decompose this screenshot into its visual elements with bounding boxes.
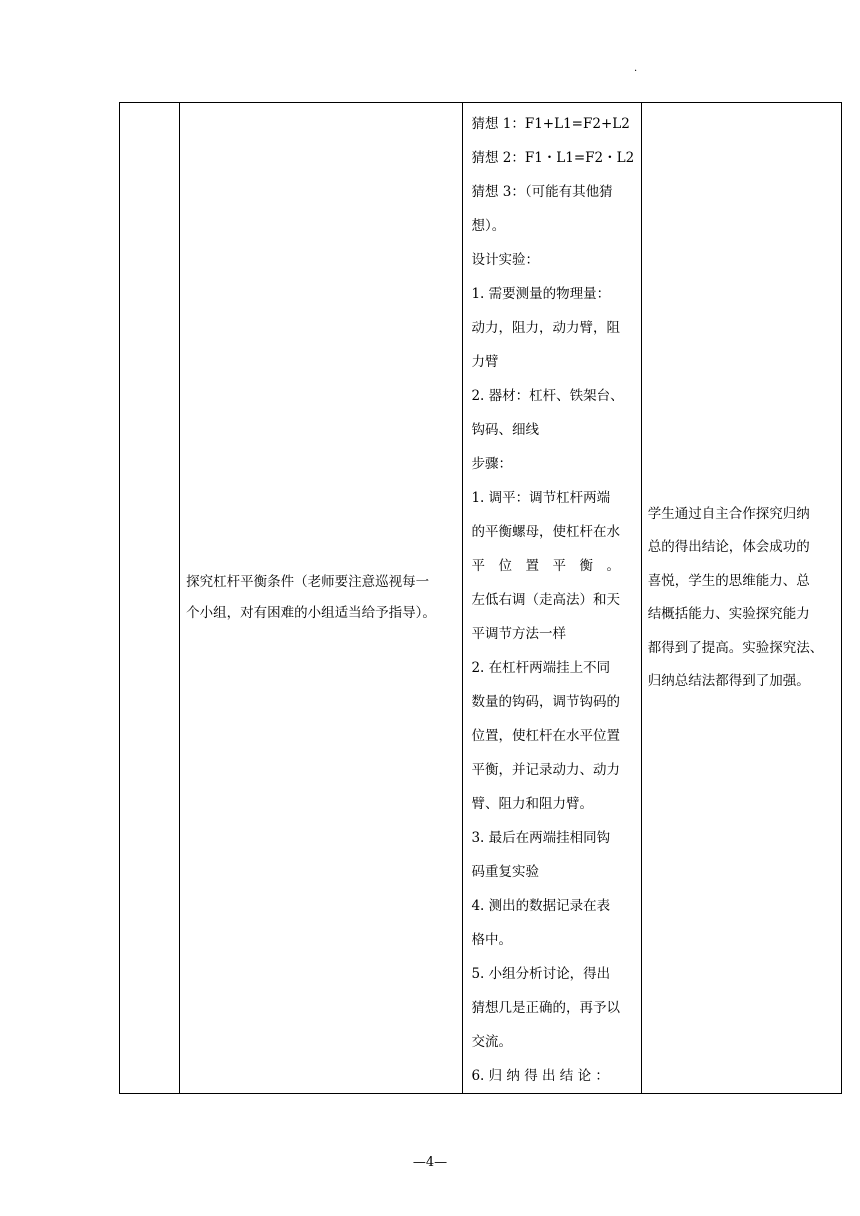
process-line: 臂、阻力和阻力臂。 — [471, 796, 593, 812]
intent-line: 结概括能力、实验探究能力 — [647, 606, 810, 622]
activity-line: 个小组，对有困难的小组适当给予指导）。 — [186, 605, 436, 621]
intent-line: 学生通过自主合作探究归纳 — [647, 505, 810, 522]
process-line: 的平衡螺母，使杠杆在水 — [471, 524, 620, 540]
lesson-plan-table — [119, 102, 842, 1094]
process-line: 步骤： — [471, 456, 512, 472]
process-line: 猜想 3：（可能有其他猜 — [471, 184, 613, 200]
stage-cell — [120, 103, 180, 1094]
process-line: 平 位 置 平 衡 。 — [471, 558, 620, 574]
activity-line: 探究杠杆平衡条件（老师要注意巡视每一 — [186, 574, 430, 590]
process-cell — [463, 103, 641, 1094]
process-line: 格中。 — [471, 932, 512, 948]
process-line: 1. 调平：调节杠杆两端 — [471, 490, 611, 506]
process-line: 猜想 1：F1+L1=F2+L2 — [471, 116, 630, 132]
process-line: 想）。 — [471, 218, 506, 234]
process-line: 6. 归 纳 得 出 结 论 ： — [471, 1068, 609, 1084]
process-line: 2. 在杠杆两端挂上不同 — [471, 660, 611, 676]
process-line: 设计实验： — [471, 252, 539, 268]
process-line: 位置，使杠杆在水平位置 — [471, 728, 620, 744]
process-line: 码重复实验 — [471, 864, 539, 880]
process-line: 动力，阻力，动力臂，阻 — [471, 320, 620, 336]
process-line: 猜想几是正确的，再予以 — [471, 1000, 620, 1016]
page-number: —4— — [412, 1155, 448, 1170]
intent-line: 总的得出结论，体会成功的 — [647, 539, 810, 555]
process-line: 5. 小组分析讨论，得出 — [471, 966, 611, 982]
process-line: 数量的钩码，调节钩码的 — [471, 694, 620, 710]
process-line: 2. 器材：杠杆、铁架台、 — [471, 388, 624, 404]
intent-line: 喜悦，学生的思维能力、总 — [647, 572, 810, 589]
process-line: 4. 测出的数据记录在表 — [471, 898, 611, 914]
intent-line: 归纳总结法都得到了加强。 — [647, 673, 810, 689]
intent-cell — [641, 103, 841, 1094]
process-line: 力臂 — [471, 354, 499, 370]
process-line: 平调节方法一样 — [471, 626, 566, 642]
activity-cell — [180, 103, 463, 1094]
process-line: 钩码、细线 — [471, 422, 539, 438]
process-line: 交流。 — [471, 1034, 512, 1050]
table-row — [120, 103, 842, 1094]
process-line: 左低右调（走高法）和天 — [471, 592, 620, 608]
process-line: 3. 最后在两端挂相同钩 — [471, 830, 611, 846]
process-line: 平衡，并记录动力、动力 — [471, 762, 620, 778]
header-dot: . — [634, 63, 638, 74]
intent-line: 都得到了提高。实验探究法、 — [647, 639, 824, 656]
process-line: 猜想 2：F1・L1=F2・L2 — [471, 150, 635, 166]
process-line: 1. 需要测量的物理量： — [471, 286, 611, 302]
